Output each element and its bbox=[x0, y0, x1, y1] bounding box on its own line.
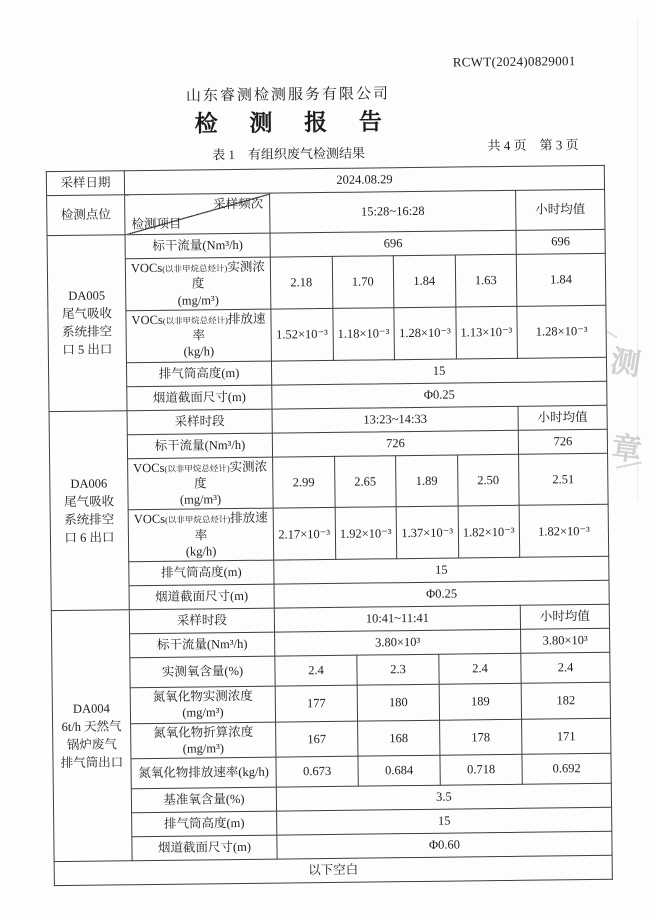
da006-avg-label: 小时均值 bbox=[518, 405, 607, 430]
point-line: 口 6 出口 bbox=[64, 530, 115, 545]
da004-avg-label: 小时均值 bbox=[520, 604, 609, 629]
point-line: 口 5 出口 bbox=[62, 342, 113, 358]
row-label-flow: 标干流量(Nm³/h) bbox=[125, 233, 270, 259]
point-column-header: 检测点位 bbox=[47, 195, 125, 236]
da006-rate-4: 1.82×10⁻³ bbox=[458, 506, 520, 558]
da005-duct: Φ0.25 bbox=[272, 381, 607, 409]
row-label-o2: 实测氧含量(%) bbox=[130, 656, 275, 688]
da004-nox-rate-3: 0.718 bbox=[440, 754, 522, 785]
page-count: 共 4 页 第 3 页 bbox=[487, 137, 579, 154]
da006-rate-avg: 1.82×10⁻³ bbox=[519, 505, 609, 558]
voc-rate-label: 排放速率 bbox=[194, 510, 268, 542]
row-label-duct: 烟道截面尺寸(m) bbox=[127, 385, 272, 411]
da006-flow-avg: 726 bbox=[518, 429, 607, 454]
point-line: 排气筒出口 bbox=[60, 755, 124, 771]
point-line: 6t/h 天然气 bbox=[61, 719, 122, 734]
row-label-voc-conc bbox=[128, 457, 274, 510]
da004-flow-avg: 3.80×10³ bbox=[521, 628, 610, 653]
report-title: 检 测 报 告 bbox=[194, 109, 396, 137]
table-row bbox=[47, 189, 605, 235]
voc-rate-unit: (kg/h) bbox=[185, 544, 217, 559]
point-line: 系统排空 bbox=[62, 324, 113, 340]
da006-period: 13:23~14:33 bbox=[272, 406, 518, 433]
voc-conc-label: 实测浓度 bbox=[194, 459, 268, 491]
row-label-duct: 烟道截面尺寸(m) bbox=[132, 835, 277, 861]
voc-conc-unit: (mg/m³) bbox=[177, 292, 219, 308]
da005-rate-avg: 1.28×10⁻³ bbox=[517, 305, 607, 358]
da005-conc-avg: 1.84 bbox=[516, 253, 606, 306]
row-label-period: 采样时段 bbox=[127, 409, 272, 435]
da004-height: 15 bbox=[277, 807, 612, 835]
voc-rate-unit: (kg/h) bbox=[183, 344, 215, 359]
da004-nox-rate-avg: 0.692 bbox=[522, 753, 611, 784]
da004-o2-1: 2.4 bbox=[275, 655, 357, 686]
da004-nox-meas-3: 189 bbox=[439, 683, 521, 719]
sampling-date-value: 2024.08.29 bbox=[124, 165, 604, 194]
da005-conc-1: 2.18 bbox=[270, 256, 332, 308]
da004-o2-2: 2.3 bbox=[357, 654, 439, 685]
row-label-nox-meas: 氮氧化物实测浓度(mg/m³) bbox=[130, 686, 275, 723]
row-label-duct: 烟道截面尺寸(m) bbox=[129, 584, 274, 610]
voc-conc-label: 实测浓度 bbox=[191, 259, 265, 291]
row-label-height: 排气筒高度(m) bbox=[129, 560, 274, 586]
da004-period: 10:41~11:41 bbox=[274, 605, 520, 632]
voc-rate-label: 排放速率 bbox=[192, 311, 266, 343]
da004-nox-conv-2: 168 bbox=[358, 720, 440, 756]
diagonal-header-cell bbox=[125, 193, 270, 235]
da006-flow: 726 bbox=[272, 430, 518, 457]
da004-nox-conv-1: 167 bbox=[276, 721, 358, 757]
table-caption: 表 1 有组织废气检测结果 bbox=[212, 145, 366, 163]
da004-nox-meas-2: 180 bbox=[357, 684, 439, 720]
point-line: 尾气吸收 bbox=[61, 306, 112, 322]
da005-rate-1: 1.52×10⁻³ bbox=[271, 308, 333, 360]
results-table bbox=[46, 165, 613, 886]
company-name: 山东睿测检测服务有限公司 bbox=[185, 86, 391, 105]
voc-qualifier: (以非甲烷总烃计) bbox=[162, 314, 229, 326]
da004-o2-avg: 2.4 bbox=[521, 652, 610, 683]
da004-nox-rate-2: 0.684 bbox=[358, 755, 440, 786]
row-label-height: 排气筒高度(m) bbox=[132, 811, 277, 837]
da004-nox-meas-avg: 182 bbox=[521, 682, 610, 719]
da005-conc-4: 1.63 bbox=[455, 254, 517, 306]
da006-rate-1: 2.17×10⁻³ bbox=[273, 508, 335, 560]
da006-conc-avg: 2.51 bbox=[519, 453, 609, 506]
table-row bbox=[47, 253, 606, 311]
row-label-period: 采样时段 bbox=[129, 608, 274, 634]
hour-average-header: 小时均值 bbox=[516, 189, 605, 230]
row-label-flow: 标干流量(Nm³/h) bbox=[127, 433, 272, 459]
report-number: RCWT(2024)0829001 bbox=[452, 53, 576, 70]
row-label-voc-rate bbox=[126, 309, 272, 362]
point-line: DA006 bbox=[70, 475, 108, 491]
da004-nox-rate-1: 0.673 bbox=[276, 756, 358, 787]
voc-prefix: VOCs bbox=[130, 260, 163, 276]
da006-rate-3: 1.37×10⁻³ bbox=[396, 506, 458, 558]
paging-seal-character: 测 bbox=[608, 344, 643, 383]
row-label-flow: 标干流量(Nm³/h) bbox=[130, 632, 275, 658]
voc-prefix: VOCs bbox=[133, 460, 165, 475]
da004-duct: Φ0.60 bbox=[277, 831, 612, 859]
da004-o2-3: 2.4 bbox=[439, 653, 521, 684]
da005-rate-3: 1.28×10⁻³ bbox=[394, 307, 456, 359]
da005-conc-2: 1.70 bbox=[332, 256, 394, 308]
point-line: DA004 bbox=[72, 701, 110, 716]
da006-rate-2: 1.92×10⁻³ bbox=[335, 507, 397, 559]
da006-conc-3: 1.89 bbox=[396, 455, 458, 507]
da005-rate-2: 1.18×10⁻³ bbox=[332, 307, 394, 359]
row-label-voc-conc bbox=[125, 257, 271, 310]
point-cell-da006 bbox=[49, 410, 129, 610]
point-line: 系统排空 bbox=[64, 512, 115, 527]
diag-bottom-label: 检测项目 bbox=[131, 216, 182, 231]
da006-conc-1: 2.99 bbox=[273, 456, 335, 508]
da006-conc-2: 2.65 bbox=[334, 455, 396, 507]
voc-qualifier: (以非甲烷总烃计) bbox=[162, 263, 228, 274]
da005-flow: 696 bbox=[270, 230, 516, 257]
row-label-nox-rate: 氮氧化物排放速率(kg/h) bbox=[131, 757, 276, 789]
da005-rate-4: 1.13×10⁻³ bbox=[455, 306, 517, 358]
da004-nox-meas-1: 177 bbox=[275, 685, 357, 721]
point-cell-da005 bbox=[47, 235, 127, 411]
da004-nox-conv-avg: 171 bbox=[522, 718, 611, 755]
voc-prefix: VOCs bbox=[133, 512, 166, 527]
paging-seal-character: 章 bbox=[609, 431, 644, 468]
da004-nox-conv-3: 178 bbox=[440, 719, 522, 755]
da006-height: 15 bbox=[274, 556, 609, 584]
point-line: DA005 bbox=[68, 288, 106, 303]
da004-base-o2: 3.5 bbox=[276, 783, 611, 811]
blank-below-note: 以下空白 bbox=[54, 855, 612, 885]
table-row bbox=[48, 305, 607, 363]
row-label-voc-rate bbox=[128, 508, 274, 561]
row-label-nox-conv: 氮氧化物折算浓度(mg/m³) bbox=[131, 722, 276, 759]
table-row bbox=[54, 855, 612, 885]
da005-height: 15 bbox=[271, 357, 606, 385]
point-line: 锅炉废气 bbox=[66, 737, 117, 752]
point-cell-da004 bbox=[51, 610, 132, 862]
table-row bbox=[50, 453, 609, 511]
diag-top-label: 采样频次 bbox=[213, 196, 264, 212]
voc-qualifier: (以非甲烷总烃计) bbox=[164, 462, 230, 474]
row-label-base-o2: 基准氧含量(%) bbox=[131, 787, 276, 813]
sampling-date-label: 采样日期 bbox=[46, 171, 124, 196]
row-label-height: 排气筒高度(m) bbox=[126, 361, 271, 387]
da005-conc-3: 1.84 bbox=[393, 255, 455, 307]
da005-flow-avg: 696 bbox=[516, 229, 605, 254]
da006-conc-4: 2.50 bbox=[457, 454, 519, 506]
da004-flow: 3.80×10³ bbox=[275, 629, 521, 656]
point-line: 尾气吸收 bbox=[63, 494, 115, 509]
da006-duct: Φ0.25 bbox=[274, 580, 609, 608]
voc-conc-unit: (mg/m³) bbox=[179, 492, 222, 507]
voc-qualifier: (以非甲烷总烃计) bbox=[164, 514, 231, 526]
table-row bbox=[50, 505, 609, 563]
da005-period: 15:28~16:28 bbox=[270, 190, 516, 233]
voc-prefix: VOCs bbox=[131, 312, 163, 327]
